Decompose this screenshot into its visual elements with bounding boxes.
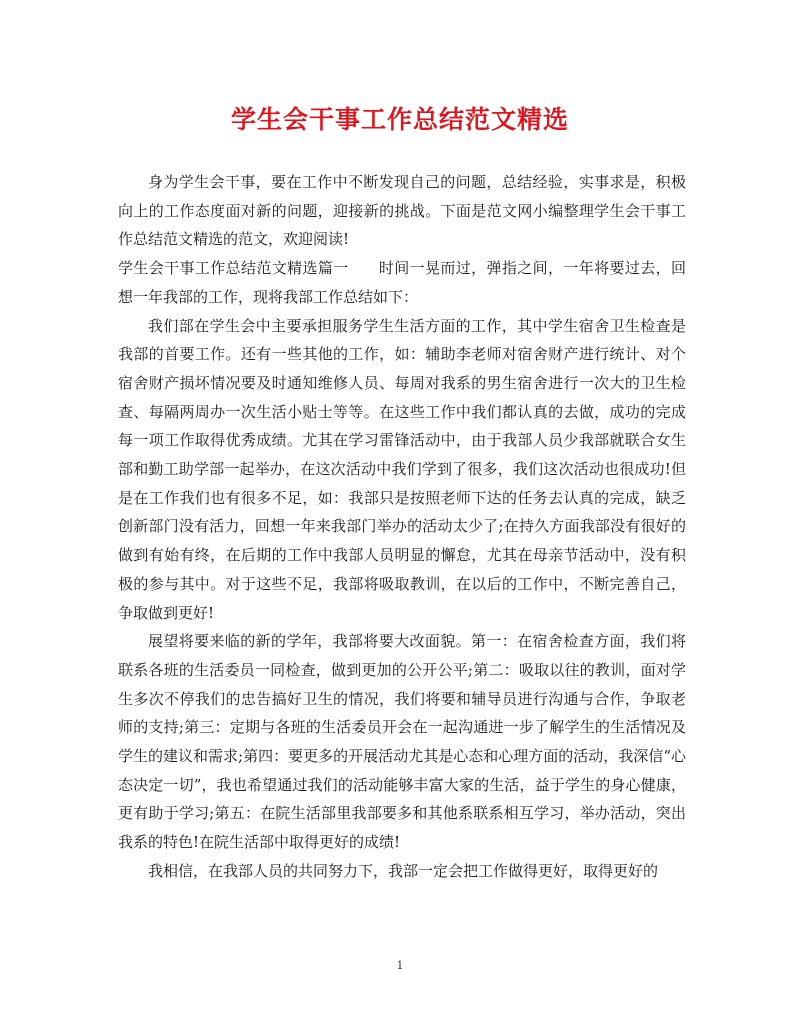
section-heading: 学生会干事工作总结范文精选篇一 [118,259,349,278]
body-paragraph-2: 展望将要来临的新的学年，我部将要大改面貌。第一：在宿舍检查方面，我们将联系各班的生活委员一同检查，做到更加的公开公平;第二：吸取以往的教训，面对学生多次不停我们的忠告搞好卫生的情况，我们将要和辅导员进行沟通与合作，争取老师的支持;第三：定期与各班的生活委员开会在一起沟通进一步了解学生的生活情况及学生的建议和需求;第四：要更多的开展活动尤其是心态和心理方面的活动，我深信“心态决定一切”，我也希望通过我们的活动能够丰富大家的生活，益于学生的身心健康，更有助于学习;第五：在院生活部里我部要多和其他系联系相互学习，举办活动，突出我系的特色!在院生活部中取得更好的成绩! [118,632,686,852]
section-lead: 时间一晃而过，弹指之间，一年将要过去，回想一年我部的工作，现将我部工作总结如下： [118,259,686,306]
intro-paragraph: 身为学生会干事，要在工作中不断发现自己的问题，总结经验，实事求是，积极向上的工作态度面对新的问题，迎接新的挑战。下面是范文网小编整理学生会干事工作总结范文精选的范文，欢迎阅读! [118,173,686,249]
section-paragraph [118,254,686,311]
body-paragraph-3: 我相信，在我部人员的共同努力下，我部一定会把工作做得更好，取得更好的 [148,861,659,880]
document-title: 学生会干事工作总结范文精选 [230,105,569,134]
body-paragraph-1: 我们部在学生会中主要承担服务学生生活方面的工作，其中学生宿舍卫生检查是我部的首要工作。还有一些其他的工作，如：辅助李老师对宿舍财产进行统计、对个宿舍财产损坏情况要及时通知维修人员、每周对我系的男生宿舍进行一次大的卫生检查、每隔两周办一次生活小贴士等等。在这些工作中我们都认真的去做，成功的完成每一项工作取得优秀成绩。尤其在学习雷锋活动中，由于我部人员少我部就联合女生部和勤工助学部一起举办，在这次活动中我们学到了很多，我们这次活动也很成功!但是在工作我们也有很多不足，如：我部只是按照老师下达的任务去认真的完成，缺乏创新部门没有活力，回想一年来我部门举办的活动太少了;在持久方面我部没有很好的做到有始有终，在后期的工作中我部人员明显的懈怠，尤其在母亲节活动中，没有积极的参与其中。对于这些不足，我部将吸取教训，在以后的工作中，不断完善自己，争取做到更好! [118,316,686,622]
document-body [118,168,686,886]
page-number: 1 [396,959,404,972]
